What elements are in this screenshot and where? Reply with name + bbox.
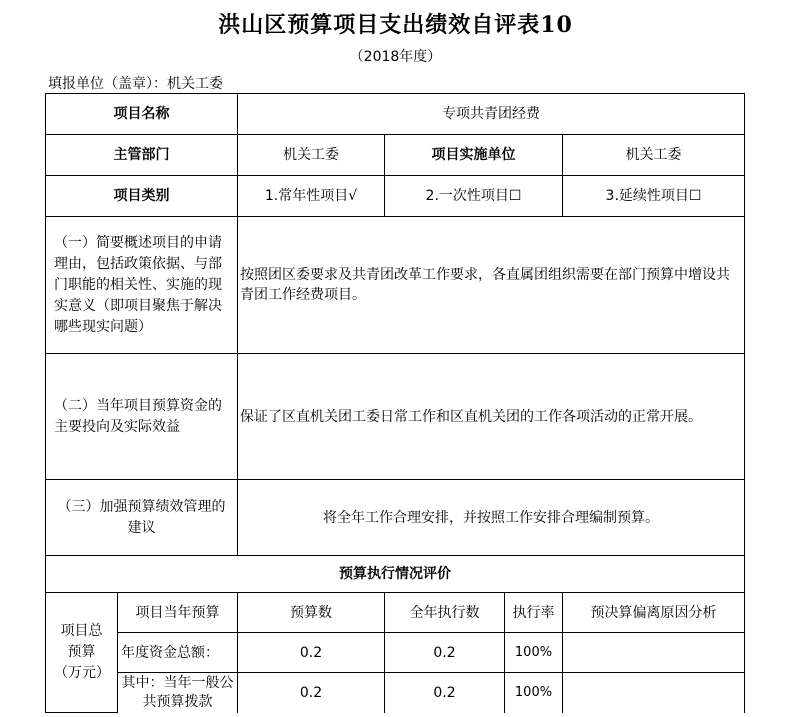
budget-header-rate: 执行率 xyxy=(505,593,563,633)
budget-row-rate: 100% xyxy=(505,673,563,713)
section-1-value: 按照团区委要求及共青团改革工作要求，各直属团组织需要在部门预算中增设共青团工作经费项目。 xyxy=(238,217,745,354)
fiscal-year: （2018年度） xyxy=(349,49,442,65)
budget-row-label: 其中：当年一般公共预算拨款 xyxy=(118,673,238,713)
budget-header-reason: 预决算偏离原因分析 xyxy=(563,593,745,633)
section-2-value: 保证了区直机关团工委日常工作和区直机关团的工作各项活动的正常开展。 xyxy=(238,354,745,480)
section-2-row xyxy=(46,354,745,480)
document-title: 洪山区预算项目支出绩效自评表10 xyxy=(218,12,573,38)
project-name-label: 项目名称 xyxy=(46,94,238,135)
section-1-label: （一）简要概述项目的申请理由，包括政策依据、与部门职能的相关性、实施的现实意义（即项目聚焦于解决哪些现实问题） xyxy=(46,217,238,354)
budget-header-budget: 预算数 xyxy=(238,593,385,633)
budget-section-header-row xyxy=(46,556,745,593)
section-3-value: 将全年工作合理安排，并按照工作安排合理编制预算。 xyxy=(238,480,745,556)
dept-label: 主管部门 xyxy=(46,135,238,176)
section-3-row xyxy=(46,480,745,556)
budget-row-reason xyxy=(563,673,745,713)
table-row xyxy=(46,673,745,713)
impl-unit-value: 机关工委 xyxy=(563,135,745,176)
budget-row-executed: 0.2 xyxy=(385,633,505,673)
category-row xyxy=(46,176,745,217)
budget-row-label: 年度资金总额： xyxy=(118,633,238,673)
section-2-label: （二）当年项目预算资金的主要投向及实际效益 xyxy=(46,354,238,480)
budget-header-row xyxy=(46,593,745,633)
self-evaluation-table xyxy=(45,93,745,713)
category-one-time: 2.一次性项目☐ xyxy=(385,176,563,217)
category-label: 项目类别 xyxy=(46,176,238,217)
budget-row-executed: 0.2 xyxy=(385,673,505,713)
budget-row-budget: 0.2 xyxy=(238,673,385,713)
dept-value: 机关工委 xyxy=(238,135,385,176)
budget-header-executed: 全年执行数 xyxy=(385,593,505,633)
category-continuing: 3.延续性项目☐ xyxy=(563,176,745,217)
budget-row-rate: 100% xyxy=(505,633,563,673)
section-3-label: （三）加强预算绩效管理的建议 xyxy=(46,480,238,556)
budget-header-current: 项目当年预算 xyxy=(118,593,238,633)
category-recurring: 1.常年性项目√ xyxy=(238,176,385,217)
department-row xyxy=(46,135,745,176)
section-1-row xyxy=(46,217,745,354)
project-name-row xyxy=(46,94,745,135)
budget-group-label: 项目总预算（万元） xyxy=(46,593,118,713)
budget-section-title: 预算执行情况评价 xyxy=(46,556,745,593)
impl-unit-label: 项目实施单位 xyxy=(385,135,563,176)
budget-row-reason xyxy=(563,633,745,673)
project-name-value: 专项共青团经费 xyxy=(238,94,745,135)
reporting-unit: 填报单位（盖章）：机关工委 xyxy=(48,76,223,92)
budget-row-budget: 0.2 xyxy=(238,633,385,673)
table-row xyxy=(46,633,745,673)
